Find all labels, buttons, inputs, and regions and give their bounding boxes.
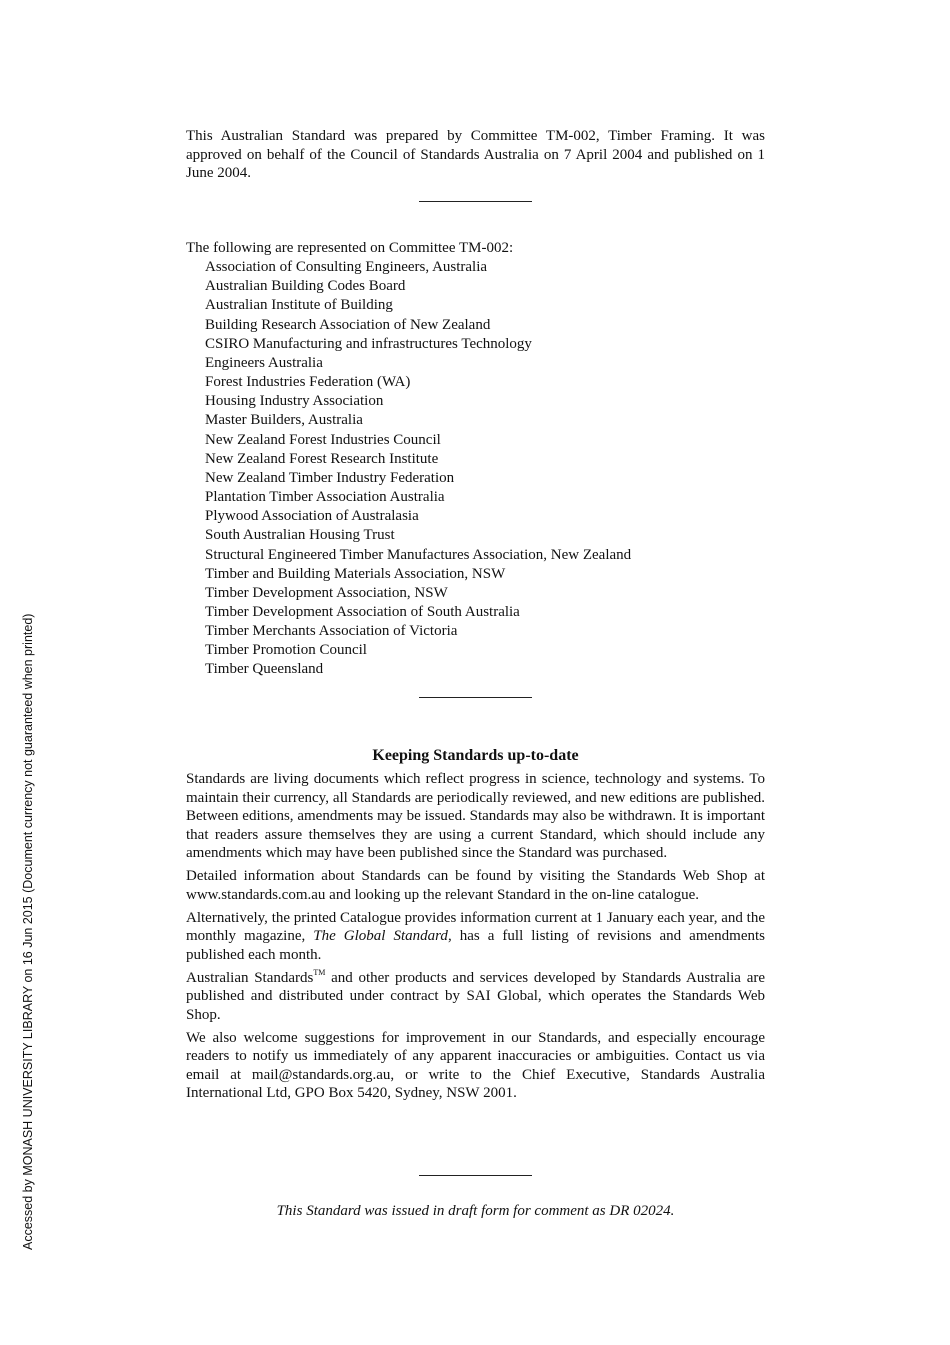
committee-member: Engineers Australia	[205, 354, 323, 371]
committee-member: Timber Development Association of South Australia	[205, 603, 520, 620]
trademark-mark: TM	[313, 967, 326, 977]
section-heading: Keeping Standards up-to-date	[372, 747, 579, 764]
divider-rule	[419, 1175, 532, 1176]
committee-member: Timber Merchants Association of Victoria	[205, 623, 458, 640]
committee-member: Forest Industries Federation (WA)	[205, 374, 411, 391]
committee-member: Building Research Association of New Zealand	[205, 316, 491, 333]
paragraph: Detailed information about Standards can be found by visiting the Standards Web Shop at www.standards.com.au and looking up the relevant Standard in the on-line catalogue.	[186, 868, 765, 903]
draft-note: This Standard was issued in draft form for comment as DR 02024.	[276, 1203, 675, 1219]
committee-member: Timber Promotion Council	[205, 642, 367, 659]
keeping-standards-body	[186, 770, 765, 1107]
paragraph: Standards are living documents which reflect progress in science, technology and systems. To maintain their currency, all Standards are periodically reviewed, and new editions are published. Between editions, amendments may be issued. Standards may also be withdrawn. It is important that readers assure themselves they are using a current Standard, which should include any amendments which may have been published since the Standard was purchased.	[186, 771, 765, 861]
committee-member: New Zealand Forest Industries Council	[205, 431, 441, 448]
committee-member: Timber Development Association, NSW	[205, 584, 448, 601]
committee-member: Master Builders, Australia	[205, 412, 363, 429]
text-span: Australian Standards	[186, 969, 314, 986]
committee-member-list	[186, 258, 765, 679]
preparation-statement: This Australian Standard was prepared by Committee TM-002, Timber Framing. It was approved on behalf of the Council of Standards Australia on 7 April 2004 and published on 1 June 2004.	[186, 128, 765, 181]
committee-member: Timber Queensland	[205, 661, 324, 678]
committee-member: Housing Industry Association	[205, 393, 384, 410]
committee-member: Timber and Building Materials Association, NSW	[205, 565, 506, 582]
committee-member: New Zealand Forest Research Institute	[205, 450, 439, 467]
text-span: , has a full listing of revisions and amendments published each month.	[186, 928, 765, 963]
access-watermark: Accessed by MONASH UNIVERSITY LIBRARY on 16 Jun 2015 (Document currency not guaranteed when printed)	[21, 613, 35, 1250]
committee-intro: The following are represented on Committee TM-002:	[186, 240, 514, 256]
text-span: and other products and services developed by Standards Australia are published and distributed under contract by SAI Global, which operates the Standards Web Shop.	[186, 969, 766, 1023]
committee-representation	[186, 239, 765, 680]
paragraph: We also welcome suggestions for improvement in our Standards, and especially encourage readers to notify us immediately of any apparent inaccuracies or ambiguities. Contact us via email at mail@standards.org.au, or write to the Chief Executive, Standards Australia International Ltd, GPO Box 5420, Sydney, NSW 2001.	[186, 1029, 765, 1101]
committee-member: Australian Institute of Building	[205, 297, 393, 314]
paragraph	[186, 969, 765, 1025]
paragraph	[186, 909, 765, 965]
committee-member: Plantation Timber Association Australia	[205, 489, 445, 506]
committee-member: Structural Engineered Timber Manufactures Association, New Zealand	[205, 546, 632, 563]
committee-member: Australian Building Codes Board	[205, 278, 406, 295]
text-span: Alternatively, the printed Catalogue provides information current at 1 January each year, and the monthly magazine,	[186, 909, 765, 944]
committee-member: South Australian Housing Trust	[205, 527, 395, 544]
committee-member: Plywood Association of Australasia	[205, 508, 419, 525]
committee-member: Association of Consulting Engineers, Australia	[205, 259, 488, 276]
committee-member: New Zealand Timber Industry Federation	[205, 469, 455, 486]
divider-rule	[419, 697, 532, 698]
divider-rule	[419, 201, 532, 202]
publication-title: The Global Standard	[313, 928, 448, 944]
committee-member: CSIRO Manufacturing and infrastructures Technology	[205, 335, 532, 352]
